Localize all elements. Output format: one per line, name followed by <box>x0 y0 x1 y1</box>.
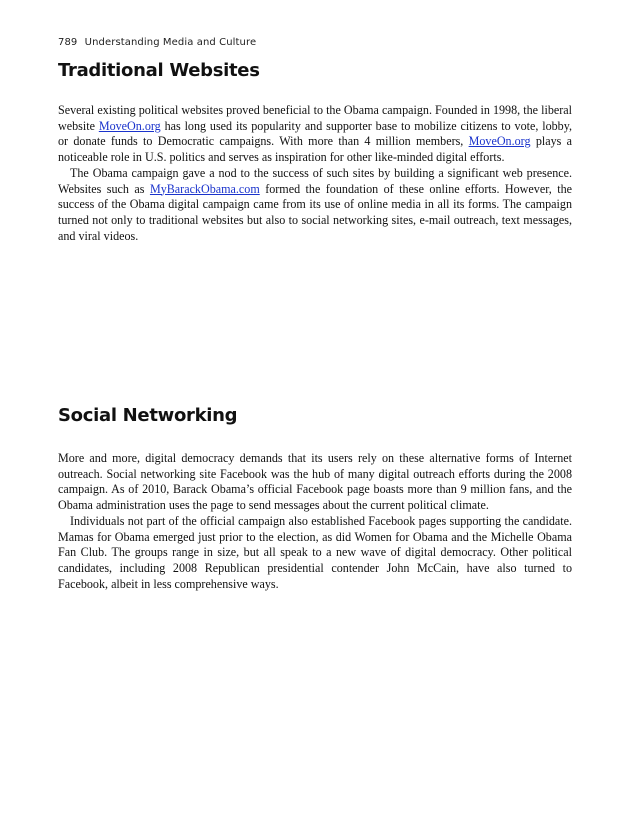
paragraph <box>58 103 572 166</box>
mybarackobama-link[interactable]: MyBarackObama.com <box>149 181 260 196</box>
paragraph-text: The Obama campaign gave a nod to the success of such sites by building a significant web presence. Websites such as <box>58 165 572 196</box>
book-title: Understanding Media and Culture <box>84 37 257 48</box>
running-header <box>58 37 256 48</box>
paragraph-text: plays a noticeable role in U.S. politics and serves as inspiration for other like-minded digital efforts. <box>58 134 572 165</box>
paragraph <box>58 166 572 245</box>
section-body-traditional-websites <box>58 103 572 244</box>
moveon-link[interactable]: MoveOn.org <box>98 118 161 133</box>
section-heading-traditional-websites: Traditional Websites <box>58 60 260 81</box>
page-number: 789 <box>58 37 78 48</box>
section-body-social-networking <box>58 451 572 592</box>
paragraph-text: formed the foundation of these online efforts. However, the success of the Obama digital campaign came from its use of online media in all its forms. The campaign turned not only to traditional websites but also to social networking sites, e-mail outreach, text messages, and viral videos. <box>58 181 572 243</box>
paragraph: Individuals not part of the official campaign also established Facebook pages supporting the candidate. Mamas for Obama emerged just prior to the election, as did Women for Obama and the Michelle Obama Fan Club. The groups range in size, but all speak to a new wave of digital democracy. Other political candidates, including 2008 Republican presidential contender John McCain, have also turned to Facebook, albeit in less comprehensive ways. <box>58 513 572 591</box>
moveon-link[interactable]: MoveOn.org <box>468 134 531 149</box>
paragraph: More and more, digital democracy demands that its users rely on these alternative forms of Internet outreach. Social networking site Facebook was the hub of many digital outreach efforts during the 2008 campaign. As of 2010, Barack Obama’s official Facebook page boasts more than 9 million fans, and the Obama administration uses the page to send messages about the current political climate. <box>58 451 572 513</box>
section-heading-social-networking: Social Networking <box>58 405 238 426</box>
paragraph-text: has long used its popularity and supporter base to mobilize citizens to vote, lobby, or donate funds to Democratic campaigns. With more than 4 million members, <box>58 118 573 149</box>
paragraph-text: Several existing political websites proved beneficial to the Obama campaign. Founded in 1998, the liberal website <box>58 103 572 133</box>
